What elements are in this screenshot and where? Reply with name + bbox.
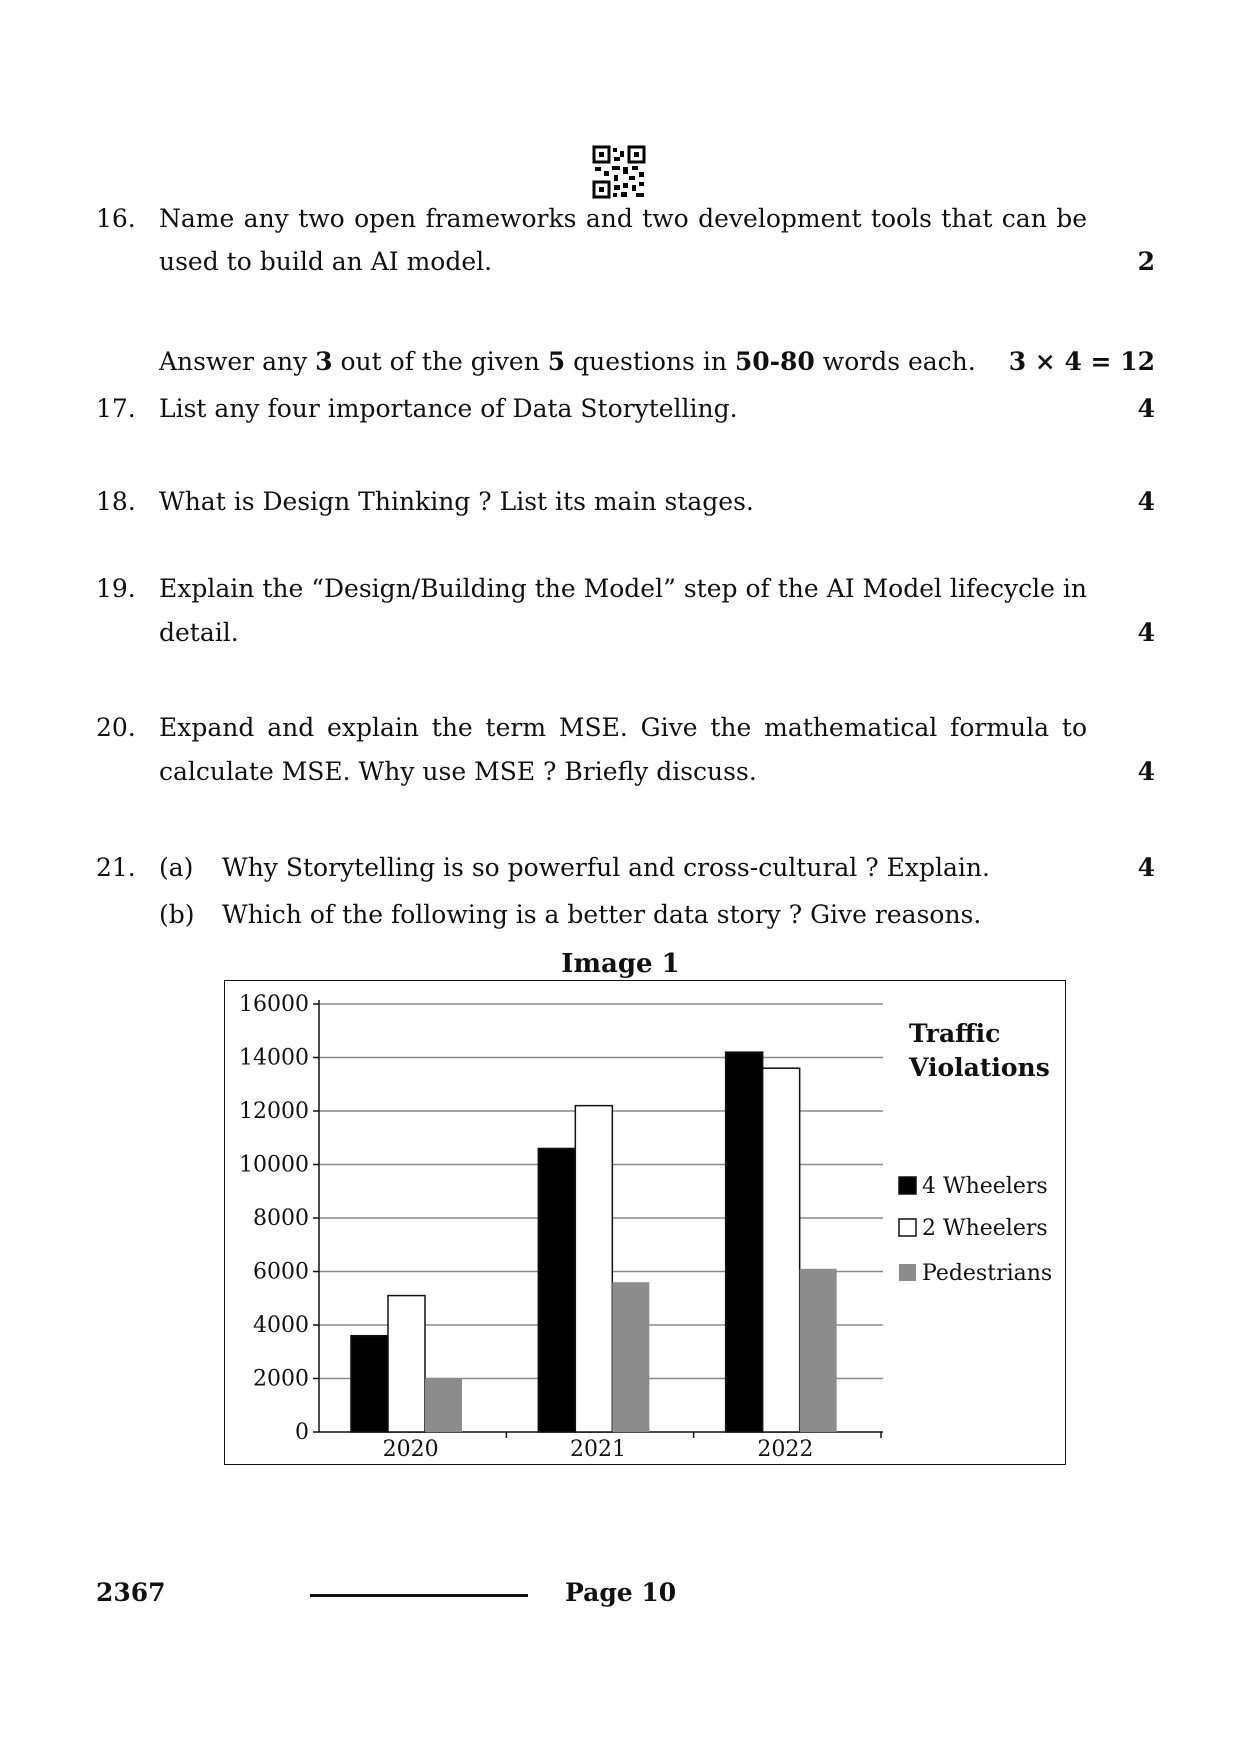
section-marks: 3 × 4 = 12 bbox=[1008, 347, 1155, 376]
question-number-19: 19. bbox=[96, 574, 136, 603]
bar-chart bbox=[225, 981, 1064, 1463]
x-tick-label: 2022 bbox=[757, 1437, 814, 1462]
question-21b-text: Which of the following is a better data story ? Give reasons. bbox=[222, 900, 982, 929]
chart-frame bbox=[224, 980, 1066, 1465]
question-17-text: List any four importance of Data Storytelling. bbox=[159, 394, 738, 423]
qr-code bbox=[592, 145, 646, 199]
y-tick-label: 14000 bbox=[239, 1045, 309, 1071]
question-21a-text: Why Storytelling is so powerful and cross-cultural ? Explain. bbox=[222, 853, 990, 882]
bar-pedestrians-2020 bbox=[425, 1379, 462, 1433]
legend-label-2-wheelers: 2 Wheelers bbox=[922, 1216, 1048, 1241]
legend-swatch-2-wheelers bbox=[899, 1219, 916, 1236]
y-tick-label: 4000 bbox=[253, 1313, 309, 1338]
question-number-16: 16. bbox=[96, 204, 136, 233]
y-tick-label: 6000 bbox=[253, 1259, 309, 1285]
question-number-18: 18. bbox=[96, 487, 136, 516]
question-16-text-line1: Name any two open frameworks and two development tools that can be bbox=[159, 204, 1087, 233]
question-21b-label: (b) bbox=[159, 900, 195, 929]
x-tick-label: 2021 bbox=[570, 1437, 626, 1462]
legend-title-line1: Traffic bbox=[909, 1019, 1001, 1048]
y-tick-label: 0 bbox=[295, 1420, 309, 1445]
question-19-text-line2: detail. bbox=[159, 618, 239, 647]
legend-label-4-wheelers: 4 Wheelers bbox=[922, 1174, 1048, 1199]
x-tick-label: 2020 bbox=[382, 1437, 439, 1462]
question-19-marks: 4 bbox=[1137, 618, 1155, 647]
footer-divider bbox=[310, 1594, 528, 1597]
page-number: Page 10 bbox=[565, 1578, 677, 1607]
question-20-text-line1: Expand and explain the term MSE. Give the mathematical formula to bbox=[159, 713, 1087, 742]
question-19-text-line1: Explain the “Design/Building the Model” step of the AI Model lifecycle in bbox=[159, 574, 1087, 603]
legend-swatch-4-wheelers bbox=[899, 1177, 916, 1194]
y-tick-label: 12000 bbox=[239, 1099, 309, 1124]
y-tick-label: 8000 bbox=[253, 1206, 309, 1231]
bar-pedestrians-2021 bbox=[612, 1282, 649, 1432]
chart-title: Image 1 bbox=[561, 949, 680, 979]
question-18-marks: 4 bbox=[1137, 487, 1155, 516]
y-tick-label: 16000 bbox=[239, 992, 309, 1017]
question-21a-label: (a) bbox=[159, 853, 194, 882]
bar-pedestrians-2022 bbox=[800, 1269, 837, 1432]
question-16-marks: 2 bbox=[1137, 247, 1155, 276]
question-18-text: What is Design Thinking ? List its main stages. bbox=[159, 487, 754, 516]
question-21-marks: 4 bbox=[1137, 853, 1155, 882]
bar-4-wheelers-2020 bbox=[351, 1336, 388, 1432]
legend-swatch-pedestrians bbox=[899, 1264, 916, 1281]
bar-2-wheelers-2022 bbox=[763, 1068, 800, 1432]
question-number-21: 21. bbox=[96, 853, 136, 882]
bar-2-wheelers-2020 bbox=[388, 1296, 425, 1432]
bar-2-wheelers-2021 bbox=[575, 1106, 612, 1432]
question-number-17: 17. bbox=[96, 394, 136, 423]
y-tick-label: 10000 bbox=[239, 1152, 309, 1178]
question-20-text-line2: calculate MSE. Why use MSE ? Briefly discuss. bbox=[159, 757, 757, 786]
legend-title-line2: Violations bbox=[909, 1053, 1050, 1082]
question-16-text-line2: used to build an AI model. bbox=[159, 247, 493, 276]
question-number-20: 20. bbox=[96, 713, 136, 742]
question-20-marks: 4 bbox=[1137, 757, 1155, 786]
section-instruction: Answer any 3 out of the given 5 questions in 50-80 words each. bbox=[159, 347, 976, 376]
bar-4-wheelers-2021 bbox=[538, 1148, 575, 1432]
y-tick-label: 2000 bbox=[253, 1366, 309, 1392]
question-17-marks: 4 bbox=[1137, 394, 1155, 423]
bar-4-wheelers-2022 bbox=[726, 1052, 763, 1432]
legend-label-pedestrians: Pedestrians bbox=[922, 1261, 1053, 1286]
paper-code: 2367 bbox=[96, 1578, 166, 1607]
